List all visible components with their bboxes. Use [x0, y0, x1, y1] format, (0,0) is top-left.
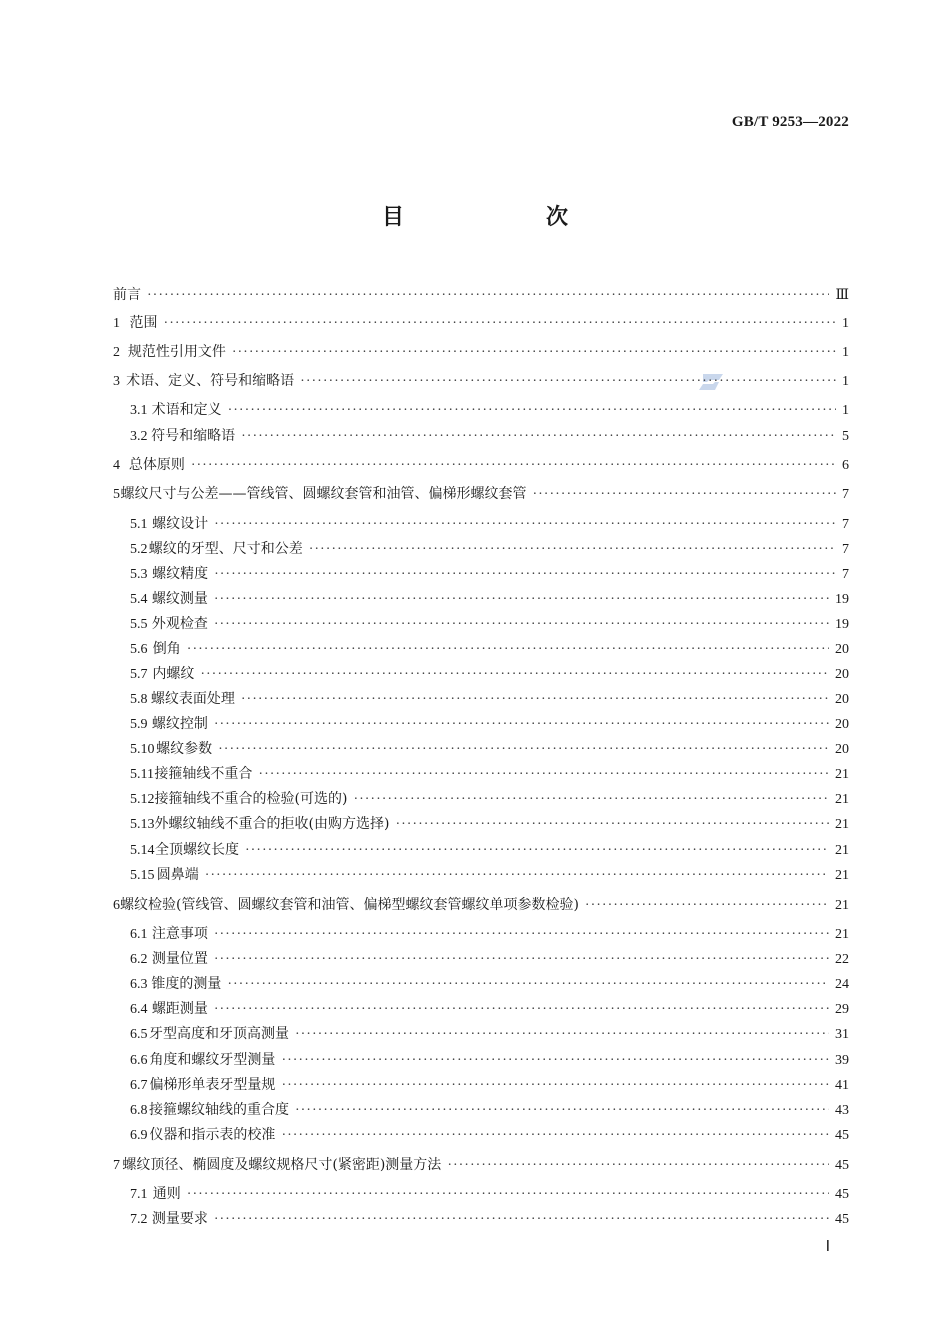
toc-page-number: Ⅲ — [835, 288, 849, 303]
toc-section-title: 螺纹设计 — [152, 516, 209, 532]
toc-section-title: 螺纹检验(管线管、圆螺纹套管和油管、偏梯型螺纹套管螺纹单项参数检验) — [120, 897, 579, 913]
toc-section-number: 5.7 — [130, 667, 148, 682]
toc-page-number: 20 — [835, 692, 849, 707]
toc-page-number: 45 — [835, 1158, 849, 1173]
toc-section-title: 通则 — [152, 1186, 181, 1202]
toc-section-title: 螺纹尺寸与公差——管线管、圆螺纹套管和油管、偏梯形螺纹套管 — [120, 486, 527, 502]
toc-entry — [130, 974, 849, 995]
toc-page-number: 20 — [835, 717, 849, 732]
toc-entry — [130, 1209, 849, 1230]
toc-page-number: 22 — [835, 952, 849, 967]
toc-section-title: 圆鼻端 — [156, 867, 199, 883]
toc-section-title: 总体原则 — [128, 457, 185, 473]
toc-leader-dots — [241, 690, 829, 710]
toc-row[interactable] — [0, 313, 950, 333]
toc-section-title: 术语和定义 — [151, 402, 222, 418]
toc-entry — [130, 814, 849, 835]
toc-leader-dots — [227, 975, 829, 995]
standard-code: GB/T 9253—2022 — [731, 114, 849, 130]
toc-page-number: 21 — [835, 898, 849, 913]
toc-section-number: 6.6 — [130, 1053, 148, 1068]
toc-leader-dots — [232, 343, 836, 363]
toc-section-title: 内螺纹 — [152, 666, 195, 682]
toc-section-title: 锥度的测量 — [151, 976, 222, 992]
toc-entry — [130, 1024, 849, 1045]
toc-row[interactable] — [0, 400, 950, 420]
toc-section-title: 范围 — [129, 315, 158, 331]
toc-section-number: 7.1 — [130, 1187, 148, 1202]
toc-section-number: 5.4 — [130, 592, 148, 607]
toc-row[interactable] — [0, 1075, 950, 1095]
toc-section-number: 4 — [113, 458, 120, 473]
toc-page-number: 45 — [835, 1187, 849, 1202]
toc-row[interactable] — [0, 689, 950, 709]
toc-row[interactable] — [0, 539, 950, 559]
toc-page-number: 45 — [835, 1128, 849, 1143]
toc-row[interactable] — [0, 974, 950, 994]
toc-section-title: 外螺纹轴线不重合的拒收(由购方选择) — [154, 816, 390, 832]
toc-page-number: 19 — [835, 592, 849, 607]
toc-entry — [130, 1100, 849, 1121]
toc-page-number: 19 — [835, 617, 849, 632]
toc-entry — [113, 895, 849, 916]
toc-leader-dots — [214, 615, 829, 635]
toc-row[interactable] — [0, 764, 950, 784]
toc-page-number: 7 — [842, 517, 849, 532]
toc-section-number: 5.1 — [130, 517, 148, 532]
toc-row[interactable] — [0, 739, 950, 759]
toc-row[interactable] — [0, 949, 950, 969]
toc-row[interactable] — [0, 1155, 950, 1175]
toc-section-title: 全顶螺纹长度 — [154, 842, 239, 858]
toc-section-title: 测量要求 — [151, 1211, 208, 1227]
toc-page-number: 7 — [842, 487, 849, 502]
toc-leader-dots — [258, 765, 829, 785]
toc-section-number: 6.9 — [130, 1128, 148, 1143]
toc-leader-dots — [214, 515, 836, 535]
toc-section-number: 2 — [113, 345, 120, 360]
page-title: 目 次 — [381, 205, 628, 230]
toc-section-number: 5.2 — [130, 542, 148, 557]
toc-row[interactable] — [0, 455, 950, 475]
toc-row[interactable] — [0, 589, 950, 609]
toc-leader-dots — [241, 427, 836, 447]
toc-row[interactable] — [0, 514, 950, 534]
toc-entry — [130, 400, 849, 421]
toc-section-number: 6.3 — [130, 977, 148, 992]
toc-entry — [130, 639, 849, 660]
toc-leader-dots — [187, 1185, 829, 1205]
toc-leader-dots — [214, 1000, 829, 1020]
toc-page-number: 1 — [842, 403, 849, 418]
toc-entry — [130, 426, 849, 447]
toc-leader-dots — [309, 540, 836, 560]
toc-section-number: 6.8 — [130, 1103, 148, 1118]
toc-section-number: 5 — [113, 487, 120, 502]
toc-section-number: 5.3 — [130, 567, 148, 582]
toc-leader-dots — [214, 950, 829, 970]
toc-section-number: 5.10 — [130, 742, 155, 757]
toc-row[interactable] — [0, 840, 950, 860]
toc-leader-dots — [218, 740, 829, 760]
toc-section-title: 牙型高度和牙顶高测量 — [148, 1026, 289, 1042]
toc-leader-dots — [281, 1076, 829, 1096]
toc-row[interactable] — [0, 614, 950, 634]
toc-leader-dots — [300, 372, 836, 392]
toc-leader-dots — [281, 1126, 829, 1146]
toc-row[interactable] — [0, 371, 950, 391]
footer-page-number: Ⅰ — [825, 1239, 830, 1255]
toc-entry — [130, 1050, 849, 1071]
toc-leader-dots — [532, 485, 836, 505]
toc-page-number: 21 — [835, 843, 849, 858]
toc-entry — [130, 789, 849, 810]
toc-section-number: 6.7 — [130, 1078, 148, 1093]
toc-page-number: 20 — [835, 742, 849, 757]
toc-section-number: 3.1 — [130, 403, 148, 418]
toc-entry — [130, 614, 849, 635]
toc-entry — [113, 342, 849, 363]
toc-section-number: 5.8 — [130, 692, 148, 707]
toc-row[interactable] — [0, 639, 950, 659]
toc-section-title: 螺距测量 — [151, 1001, 208, 1017]
toc-entry — [113, 285, 849, 306]
toc-section-title: 倒角 — [152, 641, 181, 657]
toc-row[interactable] — [0, 342, 950, 362]
toc-row[interactable] — [0, 865, 950, 885]
toc-section-title: 外观检查 — [151, 616, 208, 632]
toc-page-number: 7 — [842, 567, 849, 582]
toc-section-title: 角度和螺纹牙型测量 — [149, 1052, 276, 1068]
toc-section-number: 5.9 — [130, 717, 148, 732]
toc-row[interactable] — [0, 1050, 950, 1070]
toc-entry — [130, 924, 849, 945]
toc-entry — [113, 455, 849, 476]
toc-leader-dots — [281, 1051, 829, 1071]
toc-entry — [130, 589, 849, 610]
toc-leader-dots — [214, 1210, 829, 1230]
toc-page-number: 21 — [835, 868, 849, 883]
toc-section-number: 5.5 — [130, 617, 148, 632]
toc-leader-dots — [147, 286, 829, 306]
toc-row[interactable] — [0, 285, 950, 305]
toc-entry — [113, 484, 849, 505]
toc-page-number: 1 — [842, 345, 849, 360]
toc-row[interactable] — [0, 924, 950, 944]
toc-entry — [113, 1155, 849, 1176]
toc-page-number: 43 — [835, 1103, 849, 1118]
toc-page-number: 20 — [835, 667, 849, 682]
toc-entry — [130, 539, 849, 560]
toc-section-number: 3 — [113, 374, 120, 389]
toc-leader-dots — [214, 590, 829, 610]
toc-entry — [130, 764, 849, 785]
toc-leader-dots — [214, 715, 829, 735]
toc-section-number: 6.5 — [130, 1027, 148, 1042]
toc-leader-dots — [214, 565, 836, 585]
toc-section-title: 术语、定义、符号和缩略语 — [126, 373, 295, 389]
toc-row[interactable] — [0, 1100, 950, 1120]
toc-section-title: 接箍轴线不重合 — [154, 766, 253, 782]
toc-entry — [113, 371, 849, 392]
toc-section-number: 5.15 — [130, 868, 155, 883]
toc-entry — [130, 865, 849, 886]
toc-entry — [130, 664, 849, 685]
toc-page-number: 21 — [835, 767, 849, 782]
toc-section-number: 5.13 — [130, 817, 155, 832]
toc-row[interactable] — [0, 1125, 950, 1145]
toc-section-number: 5.14 — [130, 843, 155, 858]
toc-page-number: 6 — [842, 458, 849, 473]
toc-leader-dots — [164, 314, 836, 334]
toc-section-title: 螺纹控制 — [151, 716, 208, 732]
toc-page-number: 31 — [835, 1027, 849, 1042]
toc-section-title: 螺纹的牙型、尺寸和公差 — [148, 541, 303, 557]
toc-entry — [130, 689, 849, 710]
toc-row[interactable] — [0, 789, 950, 809]
toc-leader-dots — [395, 815, 829, 835]
toc-row[interactable] — [0, 484, 950, 504]
toc-row[interactable] — [0, 664, 950, 684]
toc-page-number: 21 — [835, 927, 849, 942]
toc-section-number: 6.1 — [130, 927, 148, 942]
toc-leader-dots — [585, 896, 829, 916]
toc-row[interactable] — [0, 1024, 950, 1044]
toc-section-title: 符号和缩略语 — [151, 428, 236, 444]
toc-leader-dots — [295, 1101, 829, 1121]
toc-leader-dots — [228, 401, 836, 421]
toc-section-title: 测量位置 — [151, 951, 208, 967]
toc-section-number: 6 — [113, 898, 120, 913]
toc-entry — [130, 1075, 849, 1096]
toc-row[interactable] — [0, 1184, 950, 1204]
toc-row[interactable] — [0, 564, 950, 584]
toc-section-number: 5.12 — [130, 792, 155, 807]
toc-leader-dots — [205, 866, 829, 886]
toc-page-number: 21 — [835, 817, 849, 832]
toc-section-title: 仪器和指示表的校准 — [149, 1127, 276, 1143]
toc-leader-dots — [214, 925, 829, 945]
toc-section-title: 螺纹测量 — [151, 591, 208, 607]
toc-leader-dots — [187, 640, 829, 660]
toc-entry — [130, 1184, 849, 1205]
toc-entry — [130, 1125, 849, 1146]
toc-row[interactable] — [0, 814, 950, 834]
toc-entry — [130, 714, 849, 735]
toc-section-title: 螺纹精度 — [152, 566, 209, 582]
toc-page-number: 39 — [835, 1053, 849, 1068]
toc-row[interactable] — [0, 426, 950, 446]
toc-page-number: 1 — [842, 316, 849, 331]
toc-entry — [113, 313, 849, 334]
toc-section-number: 7.2 — [130, 1212, 148, 1227]
toc-entry — [130, 949, 849, 970]
toc-entry — [130, 739, 849, 760]
toc-entry — [130, 840, 849, 861]
toc-leader-dots — [447, 1156, 829, 1176]
toc-section-title: 前言 — [113, 287, 141, 303]
toc-section-title: 螺纹顶径、椭圆度及螺纹规格尺寸(紧密距)测量方法 — [122, 1157, 442, 1173]
toc-section-number: 3.2 — [130, 429, 148, 444]
toc-page-number: 21 — [835, 792, 849, 807]
toc-page-number: 1 — [842, 374, 849, 389]
toc-section-number: 7 — [113, 1158, 120, 1173]
toc-page-number: 24 — [835, 977, 849, 992]
toc-section-title: 规范性引用文件 — [127, 344, 226, 360]
toc-section-title: 螺纹表面处理 — [150, 691, 235, 707]
toc-leader-dots — [191, 456, 836, 476]
toc-page-number: 5 — [842, 429, 849, 444]
toc-entry — [130, 564, 849, 585]
toc-row[interactable] — [0, 714, 950, 734]
toc-leader-dots — [295, 1025, 829, 1045]
toc-leader-dots — [200, 665, 829, 685]
toc-section-number: 5.11 — [130, 767, 154, 782]
toc-page-number: 7 — [842, 542, 849, 557]
toc-section-title: 接箍轴线不重合的检验(可选的) — [154, 791, 348, 807]
toc-leader-dots — [353, 790, 829, 810]
toc-section-title: 接箍螺纹轴线的重合度 — [148, 1102, 289, 1118]
toc-section-title: 螺纹参数 — [156, 741, 213, 757]
toc-row[interactable] — [0, 1209, 950, 1229]
toc-section-number: 6.4 — [130, 1002, 148, 1017]
toc-section-number: 6.2 — [130, 952, 148, 967]
toc-page-number: 45 — [835, 1212, 849, 1227]
toc-page-number: 41 — [835, 1078, 849, 1093]
toc-leader-dots — [245, 841, 829, 861]
toc-entry — [130, 514, 849, 535]
toc-section-number: 5.6 — [130, 642, 148, 657]
toc-page-number: 20 — [835, 642, 849, 657]
toc-section-number: 1 — [113, 316, 120, 331]
toc-entry — [130, 999, 849, 1020]
toc-section-title: 注意事项 — [151, 926, 208, 942]
toc-page-number: 29 — [835, 1002, 849, 1017]
toc-row[interactable] — [0, 999, 950, 1019]
toc-row[interactable] — [0, 895, 950, 915]
toc-section-title: 偏梯形单表牙型量规 — [149, 1077, 276, 1093]
